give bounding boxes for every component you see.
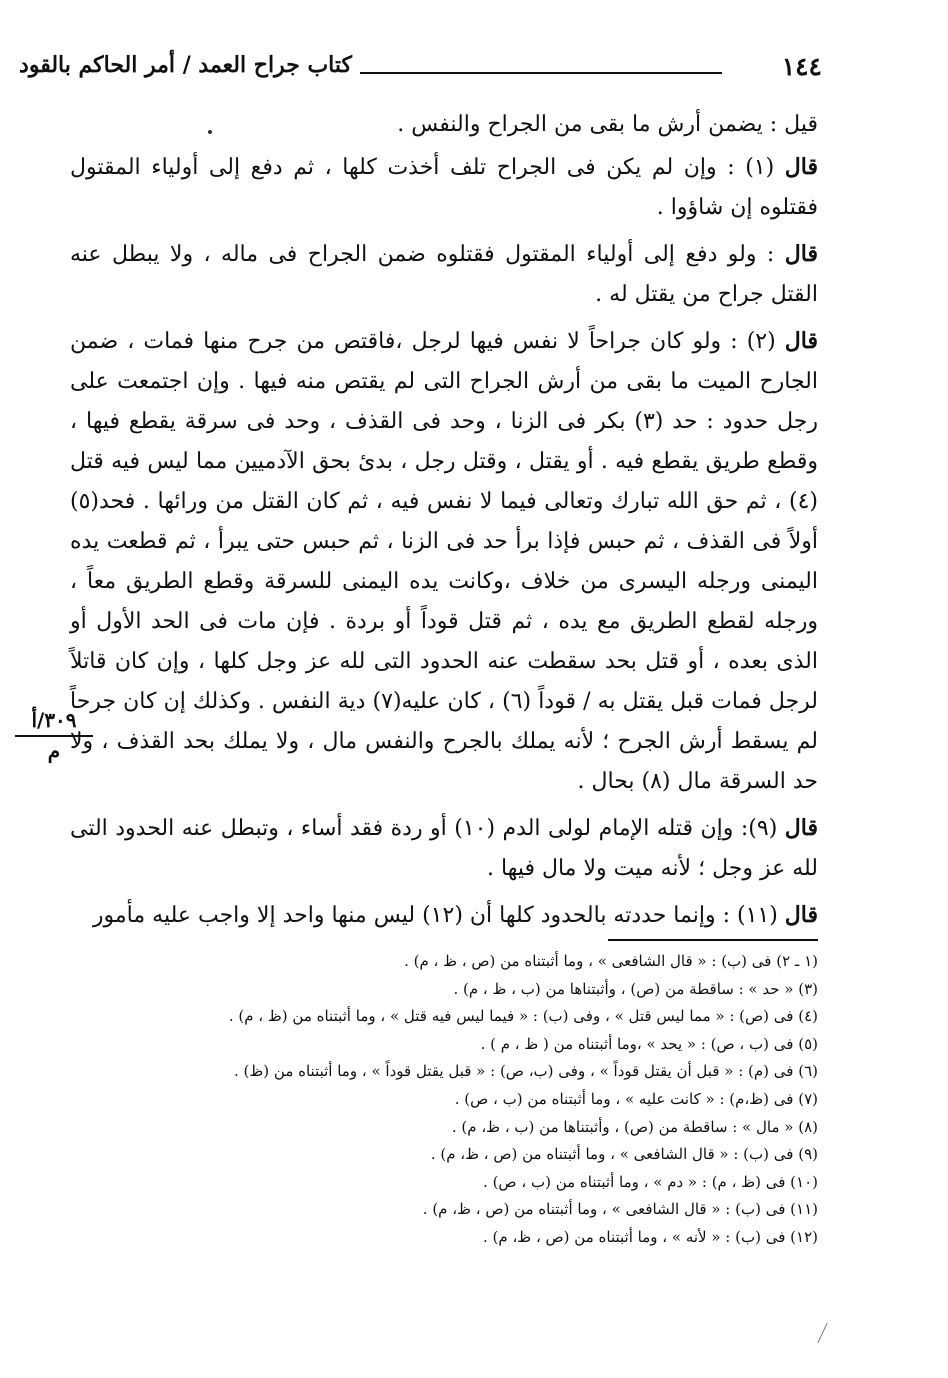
paragraph	[70, 321, 818, 802]
paragraph-lead: قال	[784, 241, 818, 267]
paragraph-text: : ولو دفع إلى أولياء المقتول فقتلوه ضمن الجراح فى ماله ، ولا يبطل عنه القتل جراح من يقتل له .	[70, 242, 818, 307]
paragraph-lead: قال	[784, 154, 819, 180]
paragraph	[70, 147, 818, 228]
paragraph	[70, 104, 818, 145]
paragraph	[70, 808, 818, 889]
paragraph-lead: قال	[784, 815, 818, 841]
manuscript-folio-note	[15, 708, 93, 763]
paragraph	[70, 234, 818, 315]
folio-number: ٣٠٩/أ	[15, 708, 93, 737]
footnote-separator	[608, 939, 818, 941]
footnote: (٣) « حد » : ساقطة من (ص) ، وأثبتناها من (ب ، ظ ، م) .	[453, 979, 818, 998]
footnote: (١٠) فى (ظ ، م) : « دم » ، وما أثبتناه من (ب ، ص) .	[483, 1172, 818, 1191]
paragraph-text: (١) : وإن لم يكن فى الجراح تلف أخذت كلها ، ثم دفع إلى أولياء المقتول فقتلوه إن شاؤوا .	[70, 155, 818, 220]
footnote: (٩) فى (ب) : « قال الشافعى » ، وما أثبتناه من (ص ، ظ، م) .	[430, 1145, 818, 1164]
page-header	[19, 48, 822, 88]
paragraph-text: (١١) : وإنما حددته بالحدود كلها أن (١٢) ليس منها واحد إلا واجب عليه مأمور	[92, 903, 785, 928]
footnote: (١ ـ ٢) فى (ب) : « قال الشافعى » ، وما أثبتناه من (ص ، ظ ، م) .	[404, 952, 818, 970]
footnote: (٦) فى (م) : « قبل أن يقتل قوداً » ، وفى (ب، ص) : « قبل يقتل قوداً » ، وما أثبتناه من (ظ) .	[234, 1062, 818, 1081]
paragraph	[70, 895, 818, 936]
paragraph-lead: قال	[784, 902, 818, 928]
paragraph-text: (٩): وإن قتله الإمام لولى الدم (١٠) أو ردة فقد أساء ، وتبطل عنه الحدود التى لله عز وجل ؛ لأنه ميت ولا مال فيها .	[70, 816, 818, 881]
footnote: (٨) « مال » : ساقطة من (ص) ، وأثبتناها من (ب ، ظ، م) .	[451, 1117, 818, 1136]
footnote: (٧) فى (ظ،م) : « كانت عليه » ، وما أثبتناه من (ب ، ص) .	[454, 1089, 818, 1108]
header-rule	[360, 72, 722, 74]
main-text	[70, 104, 818, 942]
footnote: (٤) فى (ص) : « مما ليس قتل » ، وفى (ب) : « فيما ليس فيه قتل » ، وما أثبتناه من (ظ ، م) .	[228, 1007, 818, 1026]
paragraph-text: قيل : يضمن أرش ما بقى من الجراح والنفس .	[397, 112, 818, 137]
paragraph-lead: قال	[784, 328, 818, 354]
footnote: (١٢) فى (ب) : « لأنه » ، وما أثبتناه من (ص ، ظ، م) .	[483, 1227, 818, 1246]
paragraph-text: (٢) : ولو كان جراحاً لا نفس فيها لرجل ،فاقتص من جرح منها فمات ، ضمن الجارح الميت ما بقى من أرش الجراح التى لم يقتص منه فيها . وإن اجتمعت على رجل حدود : حد (٣) بكر فى الزنا ، وحد فى القذف ، وحد فى سرقة يقطع فيها ، وقطع طريق يقطع فيه . أو يقتل ، وقتل رجل ، بدئ بحق الآدميين مما ليس فيه قتل (٤) ، ثم حق الله تبارك وتعالى فيما لا نفس فيه ، ثم كان القتل من ورائها . فحد(٥) أولاً فى القذف ، ثم حبس فإذا برأ حد فى الزنا ، ثم حبس حتى يبرأ ، ثم قطعت يده اليمنى ورجله اليسرى من خلاف ،وكانت يده اليمنى للسرقة وقطع الطريق معاً ، ورجله لقطع الطريق مع يده ، ثم قتل قوداً أو بردة . فإن مات فى الحد الأول أو الذى بعده ، أو قتل بحد سقطت عنه الحدود التى لله عز وجل كلها ، وإن كان قاتلاً لرجل فمات قبل يقتل به / قوداً (٦) ، كان عليه(٧) دية النفس . وكذلك إن كان جرحاً لم يسقط أرش الجرح ؛ لأنه يملك بالجرح والنفس مال ، ولا يملك بحد القذف ، ولا حد السرقة مال (٨) بحال .	[70, 329, 818, 794]
page-number: ١٤٤	[781, 52, 822, 81]
running-title: كتاب جراح العمد / أمر الحاكم بالقود	[19, 52, 352, 78]
scan-mark	[817, 1323, 827, 1343]
footnote: (٥) فى (ب ، ص) : « يحد » ،وما أثبتناه من ( ظ ، م ) .	[480, 1034, 818, 1053]
footnote: (١١) فى (ب) : « قال الشافعى » ، وما أثبتناه من (ص ، ظ، م) .	[422, 1200, 818, 1219]
scan-speck	[208, 130, 212, 134]
footnotes	[98, 948, 818, 1252]
folio-manuscript-letter: م	[47, 739, 61, 763]
